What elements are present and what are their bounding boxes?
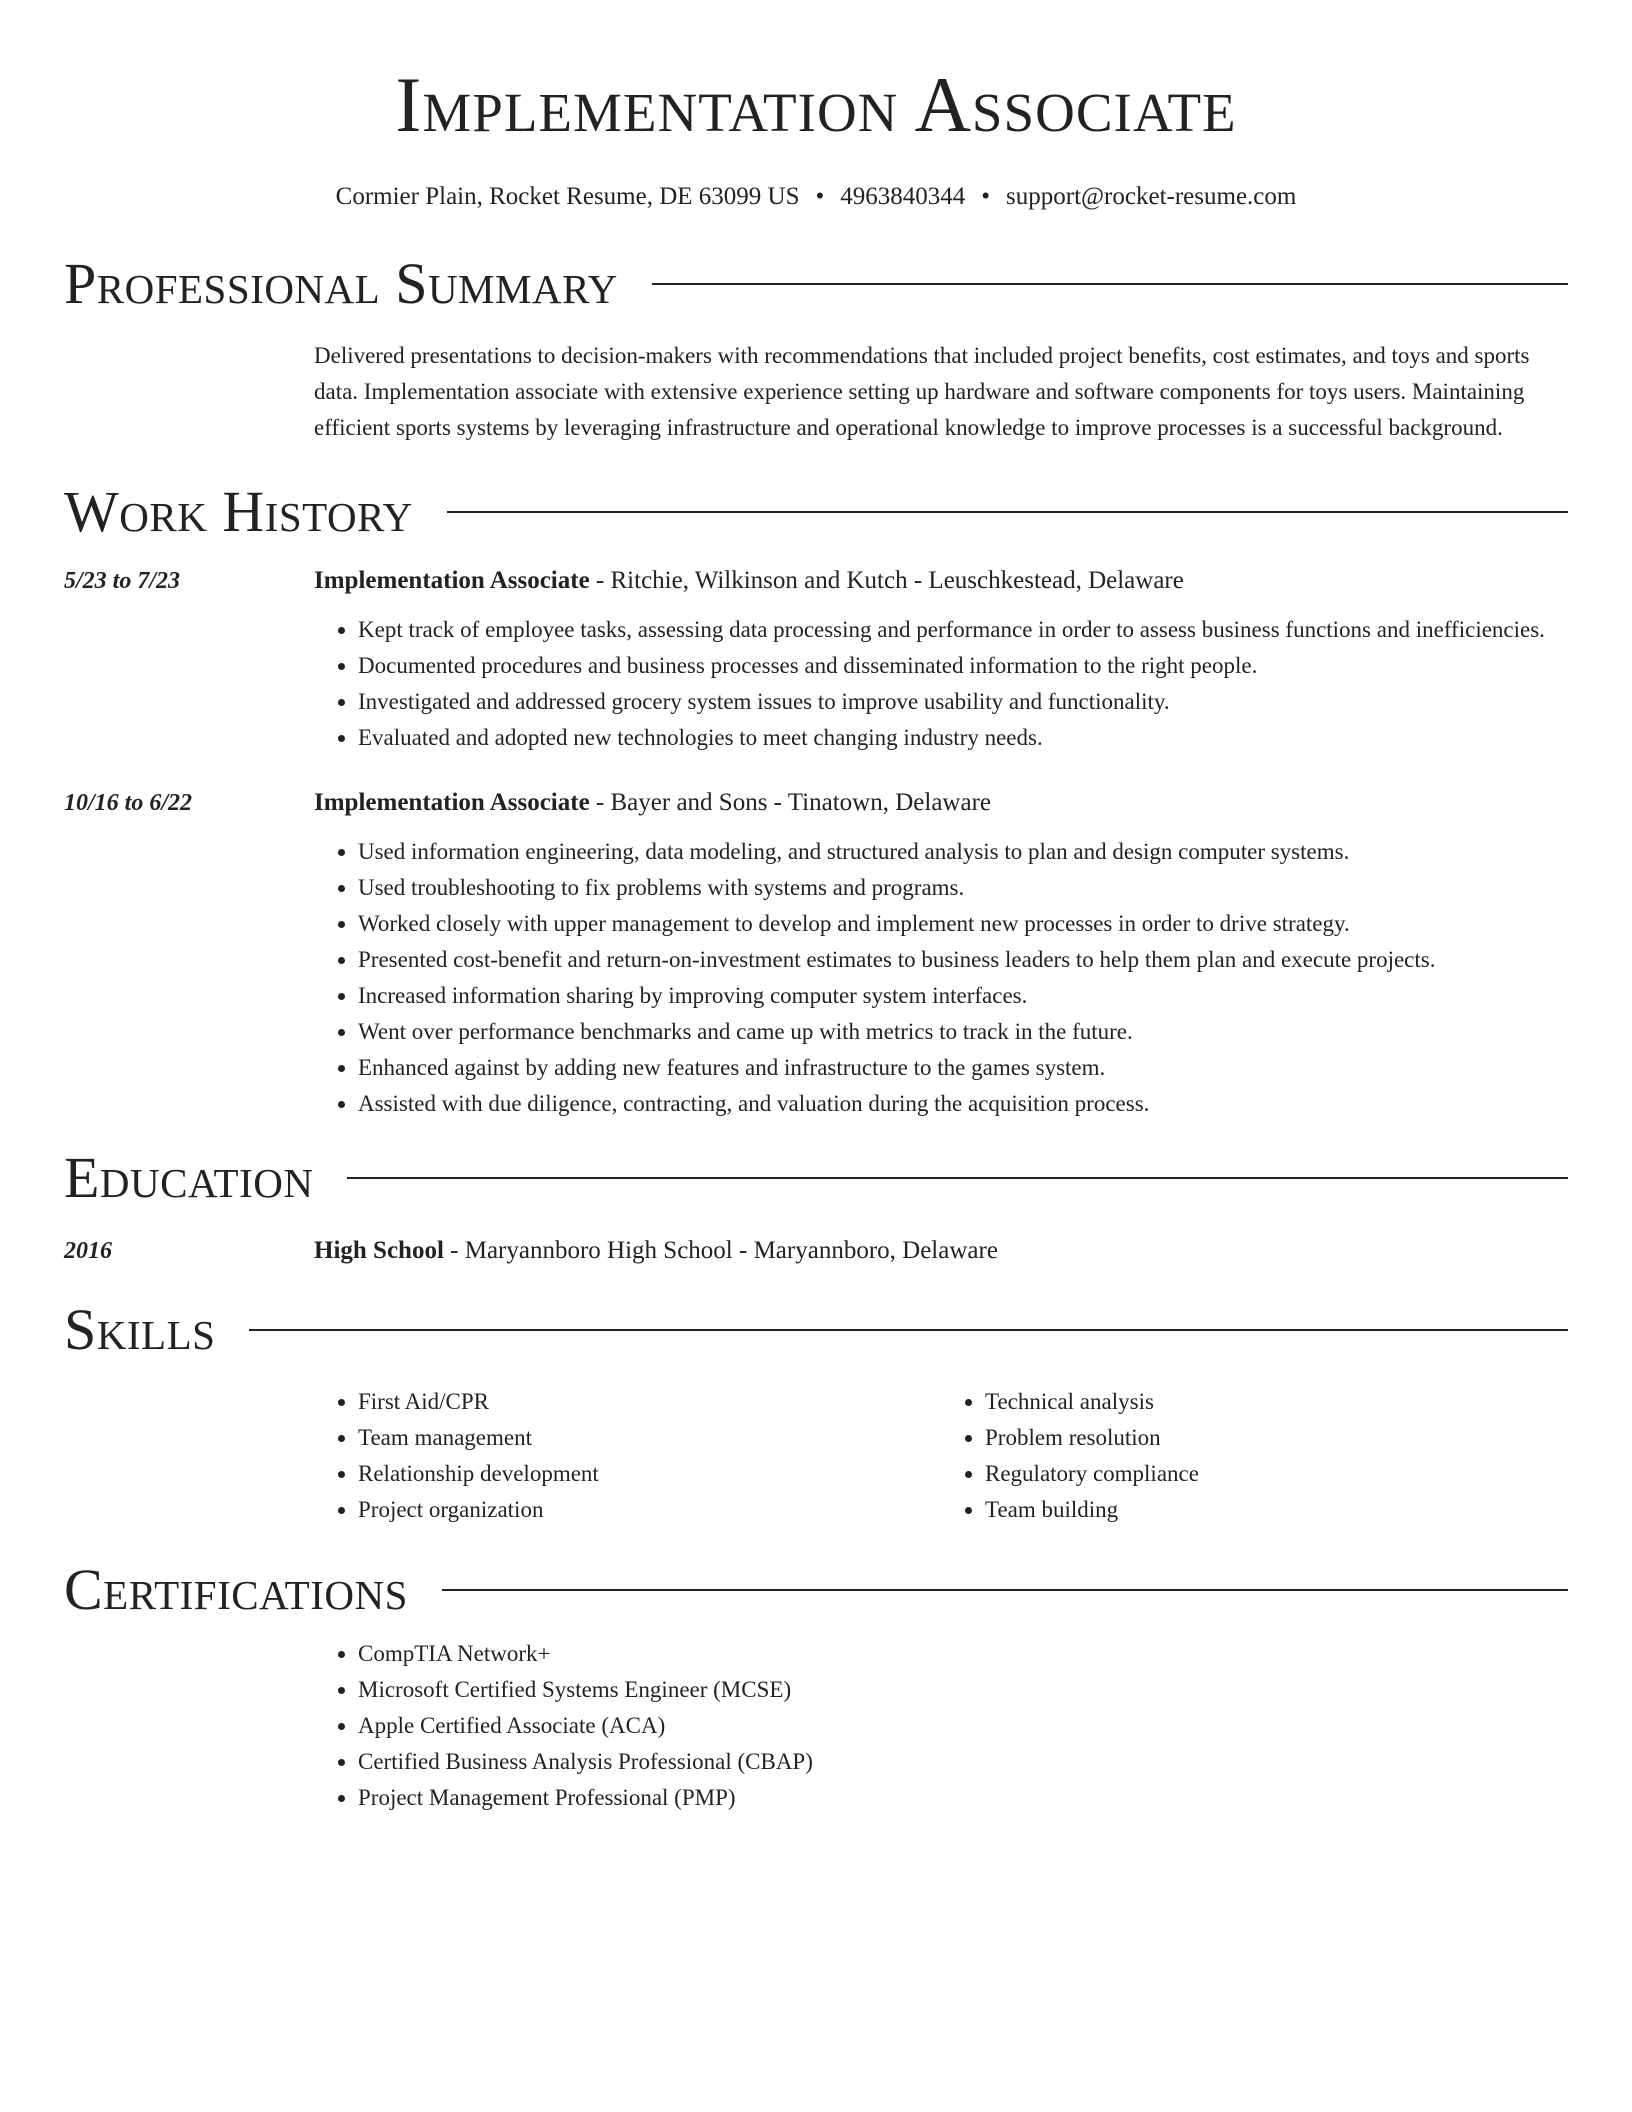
skill-item: • Team management: [358, 1420, 941, 1456]
skill-item: • First Aid/CPR: [358, 1384, 941, 1420]
section-divider: [442, 1589, 1568, 1591]
job-bullet: • Documented procedures and business processes and disseminated information to the right people.: [358, 648, 1568, 684]
job-title: Implementation Associate: [314, 789, 590, 816]
job-bullet: • Evaluated and adopted new technologies to meet changing industry needs.: [358, 720, 1568, 756]
job-title-line: [314, 564, 1568, 598]
certifications-list: [314, 1636, 1568, 1816]
education-body: [314, 1234, 1568, 1268]
job-body: [314, 564, 1568, 756]
summary-text: Delivered presentations to decision-makers with recommendations that included project benefits, cost estimates, and toys and sports data. Implementation associate with extensive experience setting up hardware and software components for toys users. Maintaining efficient sports systems by leveraging infrastructure and operational knowledge to improve processes is a successful background.: [314, 343, 1530, 440]
job-bullet: • Presented cost-benefit and return-on-investment estimates to business leaders to help them plan and execute projects.: [358, 942, 1568, 978]
work-heading: Work History: [64, 479, 413, 544]
summary-section-header: [64, 252, 1568, 316]
certifications-section-header: [64, 1558, 1568, 1622]
job-dates: 10/16 to 6/22: [64, 790, 193, 816]
contact-line: [64, 180, 1568, 214]
job-bullet: • Increased information sharing by improving computer system interfaces.: [358, 978, 1568, 1014]
section-divider: [249, 1329, 1568, 1331]
contact-separator: •: [815, 183, 825, 210]
section-divider: [652, 283, 1568, 285]
job-bullet: • Used information engineering, data modeling, and structured analysis to plan and design computer systems.: [358, 834, 1568, 870]
job-body: [314, 786, 1568, 1122]
skills-heading: Skills: [64, 1297, 216, 1362]
certification-item: • Microsoft Certified Systems Engineer (MCSE): [358, 1672, 1568, 1708]
education-section-header: [64, 1146, 1568, 1210]
contact-email: support@rocket-resume.com: [1006, 183, 1297, 210]
contact-separator: •: [981, 183, 991, 210]
resume-name: Implementation Associate: [395, 61, 1237, 148]
certifications-heading: Certifications: [64, 1557, 408, 1622]
skill-item: • Regulatory compliance: [985, 1456, 1568, 1492]
certification-item: • Certified Business Analysis Professional (CBAP): [358, 1744, 1568, 1780]
skills-list-right: [941, 1384, 1568, 1528]
skill-item: • Technical analysis: [985, 1384, 1568, 1420]
job-title: Implementation Associate: [314, 567, 590, 594]
skill-item: • Problem resolution: [985, 1420, 1568, 1456]
contact-address: Cormier Plain, Rocket Resume, DE 63099 US: [335, 183, 800, 210]
section-divider: [347, 1177, 1568, 1179]
job-bullet: • Went over performance benchmarks and came up with metrics to track in the future.: [358, 1014, 1568, 1050]
section-divider: [447, 511, 1568, 513]
certification-item: • Apple Certified Associate (ACA): [358, 1708, 1568, 1744]
summary-heading: Professional Summary: [64, 251, 618, 316]
job-bullet: • Assisted with due diligence, contracting, and valuation during the acquisition process.: [358, 1086, 1568, 1122]
certifications-body: [314, 1636, 1568, 1816]
skill-item: • Relationship development: [358, 1456, 941, 1492]
job-entry: [64, 786, 1568, 1122]
education-degree: High School: [314, 1237, 444, 1264]
job-bullet: • Investigated and addressed grocery system issues to improve usability and functionality.: [358, 684, 1568, 720]
job-title-line: [314, 786, 1568, 820]
contact-phone: 4963840344: [840, 183, 966, 210]
job-details: - Ritchie, Wilkinson and Kutch - Leuschkestead, Delaware: [589, 567, 1184, 594]
certification-item: • Project Management Professional (PMP): [358, 1780, 1568, 1816]
education-heading: Education: [64, 1145, 314, 1210]
education-entry: [64, 1234, 1568, 1268]
work-section-header: [64, 480, 1568, 544]
job-details: - Bayer and Sons - Tinatown, Delaware: [589, 789, 991, 816]
job-dates: 5/23 to 7/23: [64, 568, 181, 594]
skills-columns: [314, 1362, 1568, 1528]
job-bullets: [314, 612, 1568, 756]
skill-item: • Project organization: [358, 1492, 941, 1528]
education-details: - Maryannboro High School - Maryannboro, Delaware: [443, 1237, 998, 1264]
education-line: [314, 1234, 1568, 1268]
skills-list-left: [314, 1384, 941, 1528]
job-bullet: • Enhanced against by adding new features and infrastructure to the games system.: [358, 1050, 1568, 1086]
skills-section-header: [64, 1298, 1568, 1362]
skill-item: • Team building: [985, 1492, 1568, 1528]
certification-item: • CompTIA Network+: [358, 1636, 1568, 1672]
job-entry: [64, 564, 1568, 756]
job-bullet: • Kept track of employee tasks, assessing data processing and performance in order to assess business functions and inefficiencies.: [358, 612, 1568, 648]
job-bullets: [314, 834, 1568, 1122]
job-bullet: • Worked closely with upper management to develop and implement new processes in order to drive strategy.: [358, 906, 1568, 942]
job-bullet: • Used troubleshooting to fix problems with systems and programs.: [358, 870, 1568, 906]
education-year: 2016: [64, 1238, 112, 1264]
